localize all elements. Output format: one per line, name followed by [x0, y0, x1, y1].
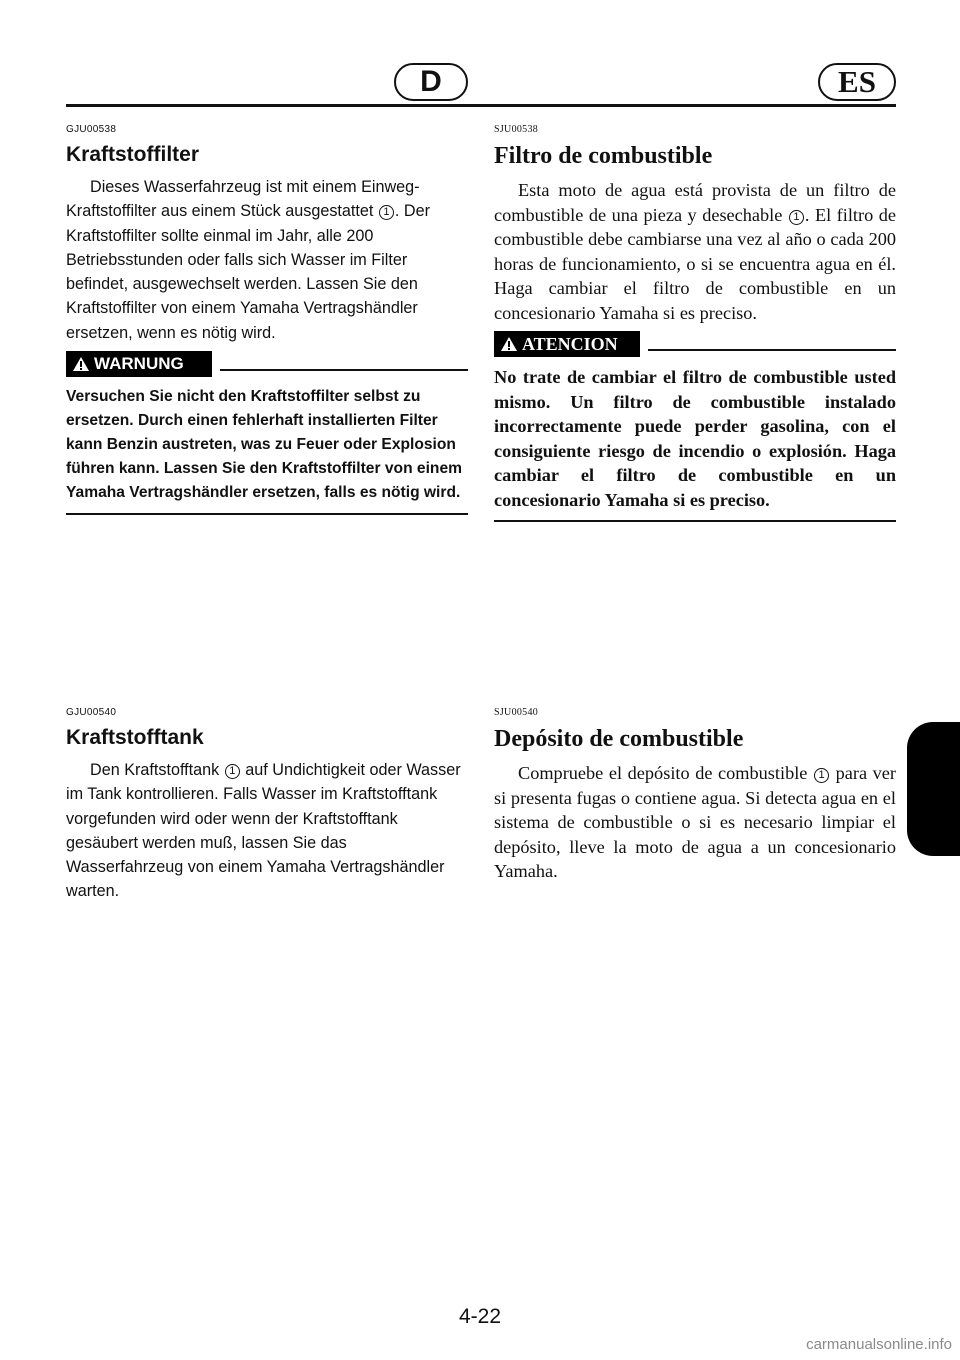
page-number: 4-22 [458, 1305, 502, 1328]
section-kraftstofftank [66, 707, 468, 904]
language-tab-de: D [394, 63, 468, 101]
header-rule [66, 104, 896, 107]
chapter-thumb-tab [907, 722, 960, 856]
warning-rule [220, 369, 468, 371]
warning-badge: WARNUNG [66, 351, 212, 377]
warning-text: Versuchen Sie nicht den Kraftstoffilter selbst zu ersetzen. Durch einen fehlerhaft installierten Filter kann Benzin austreten, was zu Feuer oder Explosion führen kann. Lassen Sie den Kraftstoffilter von einem Yamaha Vertragshändler ersetzen, falls es nötig wird. [66, 388, 462, 502]
section-body: Compruebe el depósito de combustible 1 para ver si presenta fugas o contiene agua. Si detecta agua en el sistema de combustible o si es necesario limpiar el depósito, lleve la moto de agua a un concesionario Yamaha. [494, 763, 896, 881]
section-title: Kraftstoffilter [66, 143, 200, 166]
callout-1-icon: 1 [814, 768, 829, 783]
warning-triangle-icon [72, 356, 90, 372]
section-body: Esta moto de agua está provista de un filtro de combustible de una pieza y desechable 1 . El filtro de combustible debe cambiarse una vez al año o cada 200 horas de funcionamiento, o si se encuentra agua en él. Haga cambiar el filtro de combustible en un concesionario Yamaha si es preciso. [494, 180, 896, 323]
warning-end-rule [66, 513, 468, 515]
section-code: SJU00538 [494, 124, 539, 135]
section-title: Filtro de combustible [494, 143, 713, 169]
section-title: Depósito de combustible [494, 726, 744, 752]
section-deposito-de-combustible [494, 707, 896, 884]
warning-badge: ATENCION [494, 331, 640, 357]
warning-header [66, 351, 468, 377]
warning-text: No trate de cambiar el filtro de combustible usted mismo. Un filtro de combustible instalado incorrectamente puede perder gasolina, con el consiguiente riesgo de incendio o explosión. Haga cambiar el filtro de combustible en un concesionario Yamaha si es preciso. [494, 367, 896, 510]
section-title: Kraftstofftank [66, 726, 204, 749]
section-code: GJU00538 [66, 124, 117, 135]
callout-1-icon: 1 [225, 764, 240, 779]
warning-triangle-icon [500, 336, 518, 352]
warning-rule [648, 349, 896, 351]
warning-header [494, 331, 896, 357]
warning-end-rule [494, 520, 896, 522]
section-filtro-de-combustible [494, 124, 896, 522]
section-body: Dieses Wasserfahrzeug ist mit einem Einweg-Kraftstoffilter aus einem Stück ausgestattet 1 . Der Kraftstoffilter sollte einmal im Jahr, alle 200 Betriebsstunden oder falls sich Wasser im Filter befindet, ausgewechselt werden. Lassen Sie den Kraftstoffilter von einem Yamaha Vertragshändler ersetzen, wenn es nötig wird. [66, 178, 431, 342]
callout-1-icon: 1 [789, 210, 804, 225]
language-tab-es: ES [818, 63, 896, 101]
callout-1-icon: 1 [379, 205, 394, 220]
section-kraftstoffilter [66, 124, 468, 515]
watermark: carmanualsonline.info [806, 1336, 952, 1353]
section-body: Den Kraftstofftank 1 auf Undichtigkeit oder Wasser im Tank kontrollieren. Falls Wasser im Kraftstofftank vorgefunden wird oder wenn der Kraftstofftank gesäubert werden muß, lassen Sie das Wasserfahrzeug von einem Yamaha Vertragshändler warten. [66, 761, 461, 901]
section-code: GJU00540 [66, 707, 117, 718]
section-code: SJU00540 [494, 707, 539, 718]
